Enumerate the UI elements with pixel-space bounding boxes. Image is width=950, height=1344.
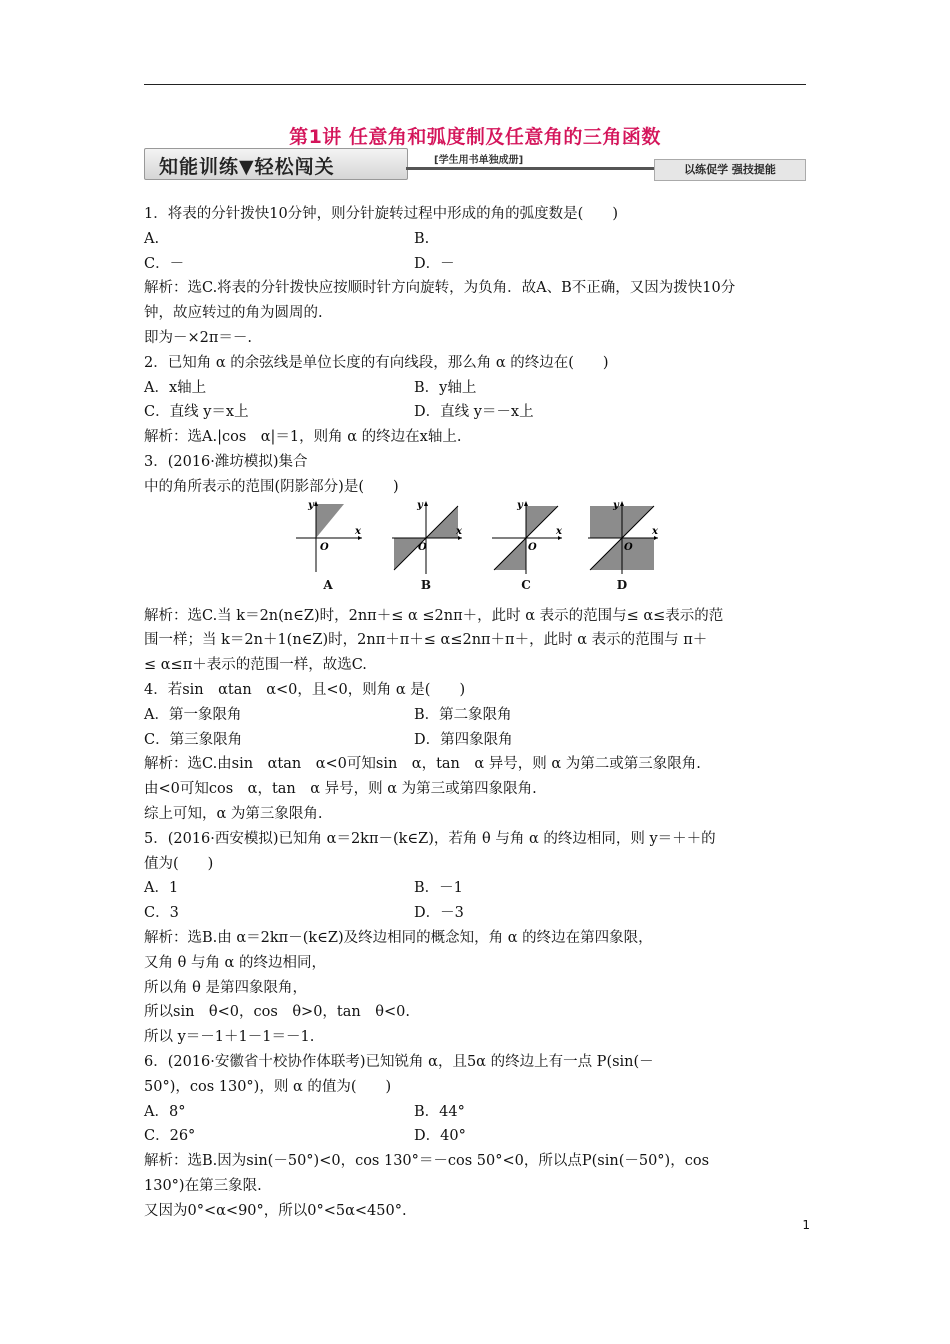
option: B．y轴上 bbox=[414, 379, 477, 396]
figure-d bbox=[584, 499, 660, 592]
svg-text:y: y bbox=[308, 499, 314, 511]
text-line: 3．(2016·潍坊模拟)集合 bbox=[144, 453, 308, 470]
figure-b bbox=[388, 499, 464, 592]
text-line: 解析：选C.将表的分针拨快应按顺时针方向旋转，为负角．故A、B不正确，又因为拨快10分 bbox=[144, 280, 736, 297]
option: A. bbox=[144, 230, 160, 247]
options-row bbox=[144, 1124, 808, 1149]
text-line: 所以sin θ<0，cos θ>0，tan θ<0. bbox=[144, 1004, 410, 1021]
svg-text:O: O bbox=[528, 541, 537, 553]
svg-text:x: x bbox=[456, 525, 462, 537]
text-line: 又角 θ 与角 α 的终边相同， bbox=[144, 954, 326, 971]
figure-label: C bbox=[521, 577, 531, 592]
figure-a bbox=[292, 499, 364, 592]
page-title: 第1讲 任意角和弧度制及任意角的三角函数 bbox=[289, 126, 661, 148]
option: C．直线 y＝x上 bbox=[144, 404, 249, 421]
options-row bbox=[144, 227, 808, 252]
option: A．第一象限角 bbox=[144, 706, 242, 723]
options-row bbox=[144, 376, 808, 401]
options-row bbox=[144, 728, 808, 753]
option: B．－1 bbox=[414, 880, 463, 897]
svg-text:O: O bbox=[624, 541, 633, 553]
text-line: 130°)在第三象限. bbox=[144, 1177, 262, 1194]
text-line: 围一样；当 k＝2n＋1(n∈Z)时，2nπ＋π＋≤ α≤2nπ＋π＋，此时 α 表示的范围与 π＋ bbox=[144, 632, 708, 649]
text-line: 综上可知，α 为第三象限角. bbox=[144, 805, 323, 822]
option: D．直线 y＝－x上 bbox=[414, 404, 534, 421]
figure-label: D bbox=[616, 577, 628, 592]
text-line: 解析：选A.|cos α|＝1，则角 α 的终边在x轴上. bbox=[144, 429, 462, 446]
option: A．x轴上 bbox=[144, 379, 207, 396]
text-line: 5．(2016·西安模拟)已知角 α＝2kπ－(k∈Z)，若角 θ 与角 α 的终边相同，则 y＝＋＋的 bbox=[144, 830, 716, 847]
header-rule bbox=[144, 84, 806, 85]
svg-text:y: y bbox=[613, 499, 619, 511]
text-line: 所以角 θ 是第四象限角， bbox=[144, 979, 307, 996]
svg-text:x: x bbox=[556, 525, 562, 537]
option: B．第二象限角 bbox=[414, 706, 512, 723]
options-row bbox=[144, 400, 808, 425]
text-line: 解析：选C.当 k＝2n(n∈Z)时，2nπ＋≤ α ≤2nπ＋，此时 α 表示的范围与≤ α≤表示的范 bbox=[144, 607, 724, 624]
option: D．－ bbox=[414, 255, 455, 272]
text-line: 2．已知角 α 的余弦线是单位长度的有向线段，那么角 α 的终边在( ) bbox=[144, 354, 609, 371]
text-line: 1．将表的分针拨快10分钟，则分针旋转过程中形成的角的弧度数是( ) bbox=[144, 206, 618, 222]
option: A．1 bbox=[144, 880, 179, 897]
option: A．8° bbox=[144, 1103, 186, 1120]
text-line: 即为－×2π＝－. bbox=[144, 329, 253, 346]
figure-row bbox=[144, 500, 808, 596]
option: D．第四象限角 bbox=[414, 731, 513, 748]
option: C．第三象限角 bbox=[144, 731, 243, 748]
page-number: 1 bbox=[802, 1218, 810, 1232]
document-body bbox=[144, 202, 808, 1223]
option: B．44° bbox=[414, 1103, 465, 1120]
options-row bbox=[144, 703, 808, 728]
svg-text:O: O bbox=[320, 541, 329, 553]
text-line: 解析：选B.因为sin(－50°)<0，cos 130°＝－cos 50°<0，所以点P(sin(－50°)，cos bbox=[144, 1153, 710, 1170]
svg-text:y: y bbox=[417, 499, 423, 511]
text-line: 由<0可知cos α，tan α 异号，则 α 为第三或第四象限角. bbox=[144, 781, 537, 798]
option: B. bbox=[414, 230, 430, 247]
banner-tab bbox=[144, 148, 408, 180]
option: C．－ bbox=[144, 255, 185, 272]
options-row bbox=[144, 876, 808, 901]
text-line: 又因为0°<α<90°，所以0°<5α<450°. bbox=[144, 1202, 407, 1219]
figure-c bbox=[488, 499, 564, 592]
banner-motto: 以练促学 强技提能 bbox=[654, 159, 806, 181]
text-line: 6．(2016·安徽省十校协作体联考)已知锐角 α，且5α 的终边上有一点 P(sin(－ bbox=[144, 1053, 654, 1070]
text-line: 钟，故应转过的角为圆周的. bbox=[144, 305, 323, 322]
options-row bbox=[144, 1100, 808, 1125]
text-line: 值为( ) bbox=[144, 855, 214, 872]
text-line: 所以 y＝－1＋1－1＝－1. bbox=[144, 1029, 315, 1046]
svg-text:x: x bbox=[355, 525, 361, 537]
figure-label: B bbox=[420, 577, 432, 592]
option: C．3 bbox=[144, 905, 179, 922]
figure-label: A bbox=[323, 577, 333, 592]
text-line: 4．若sin αtan α<0，且<0，则角 α 是( ) bbox=[144, 681, 466, 698]
banner-subtitle: [学生用书单独成册] bbox=[434, 155, 524, 166]
svg-text:O: O bbox=[418, 541, 427, 553]
section-banner bbox=[144, 145, 806, 181]
text-line: 解析：选B.由 α＝2kπ－(k∈Z)及终边相同的概念知，角 α 的终边在第四象限， bbox=[144, 929, 653, 946]
option: D．－3 bbox=[414, 905, 464, 922]
svg-text:y: y bbox=[517, 499, 523, 511]
svg-text:x: x bbox=[652, 525, 658, 537]
text-line: 50°)，cos 130°)，则 α 的值为( ) bbox=[144, 1078, 392, 1095]
text-line: 中的角所表示的范围(阴影部分)是( ) bbox=[144, 478, 399, 495]
text-line: 解析：选C.由sin αtan α<0可知sin α，tan α 异号，则 α 为第二或第三象限角. bbox=[144, 756, 701, 773]
banner-label: 知能训练▼轻松闯关 bbox=[159, 156, 335, 178]
option: C．26° bbox=[144, 1128, 196, 1145]
options-row bbox=[144, 252, 808, 277]
text-line: ≤ α≤π＋表示的范围一样，故选C. bbox=[144, 657, 367, 674]
options-row bbox=[144, 901, 808, 926]
option: D．40° bbox=[414, 1128, 466, 1145]
